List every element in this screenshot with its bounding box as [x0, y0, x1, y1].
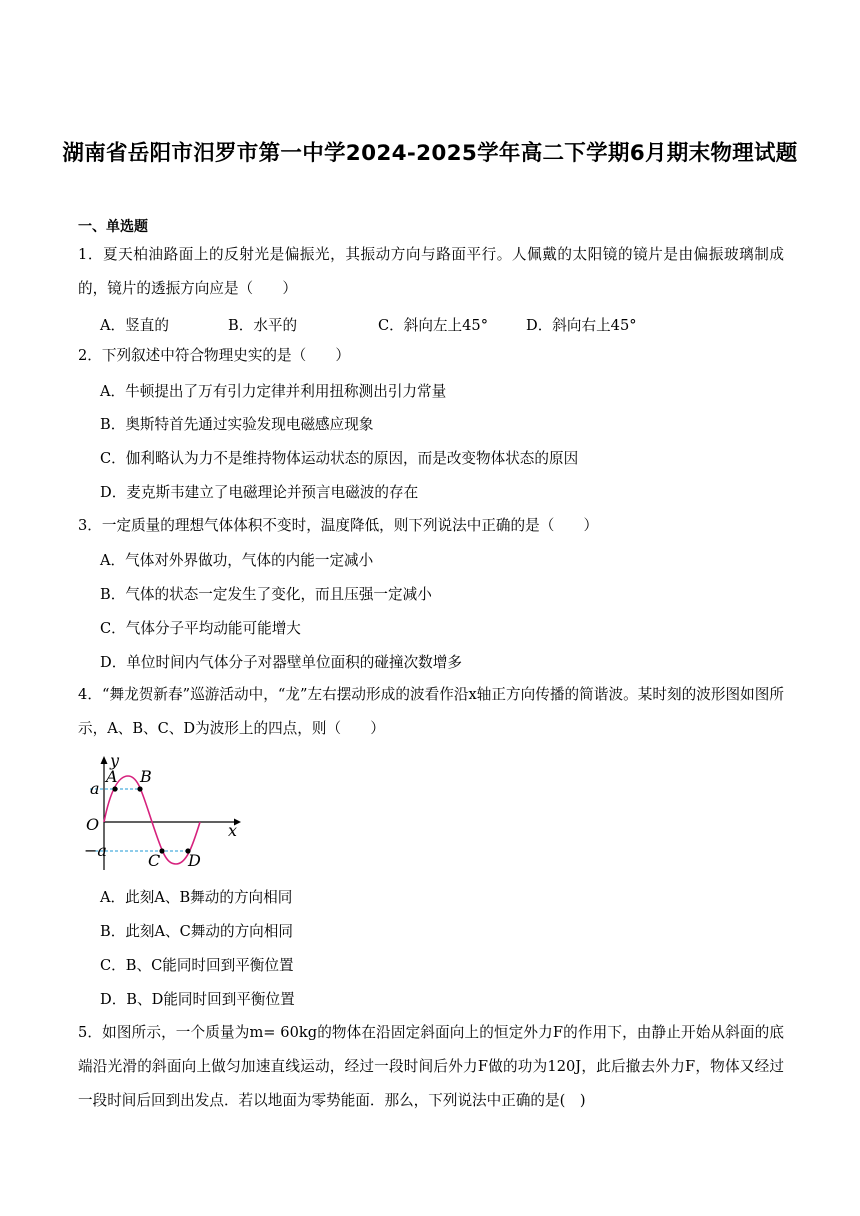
point-a	[112, 786, 117, 791]
question-2-stem: 2．下列叙述中符合物理史实的是（ ）	[78, 347, 350, 364]
y-axis-arrow-icon	[101, 756, 108, 764]
label-y: y	[110, 752, 120, 770]
question-4-option-c: C．B、C能同时回到平衡位置	[100, 957, 294, 974]
label-neg-a: −a	[84, 841, 107, 860]
question-4-stem: 4．“舞龙贺新春”巡游活动中，“龙”左右摆动形成的波看作沿x轴正方向传播的简谐波。某时刻的波形图如图所示，A、B、C、D为波形上的四点，则（ ）	[78, 686, 784, 737]
point-b	[137, 786, 142, 791]
question-1-option-c: C．斜向左上45°	[378, 317, 489, 334]
question-4-option-a: A．此刻A、B舞动的方向相同	[100, 889, 293, 906]
question-3-option-b: B．气体的状态一定发生了变化，而且压强一定减小	[100, 586, 432, 603]
label-A: A	[106, 767, 118, 786]
section-heading: 一、单选题	[78, 219, 148, 235]
question-4-option-b: B．此刻A、C舞动的方向相同	[100, 923, 293, 940]
question-4-option-d: D．B、D能同时回到平衡位置	[100, 991, 295, 1008]
question-1-stem: 1．夏天柏油路面上的反射光是偏振光，其振动方向与路面平行。人佩戴的太阳镜的镜片是由偏振玻璃制成的，镜片的透振方向应是（ ）	[78, 246, 784, 297]
question-3-option-d: D．单位时间内气体分子对器壁单位面积的碰撞次数增多	[100, 654, 462, 671]
question-2-option-a: A．牛顿提出了万有引力定律并利用扭称测出引力常量	[100, 383, 447, 400]
page-title: 湖南省岳阳市汨罗市第一中学2024-2025学年高二下学期6月期末物理试题	[62, 141, 798, 166]
label-origin: O	[86, 815, 100, 834]
question-3-option-a: A．气体对外界做功，气体的内能一定减小	[100, 552, 374, 569]
label-a: a	[90, 779, 100, 798]
question-2-option-b: B．奥斯特首先通过实验发现电磁感应现象	[100, 416, 374, 433]
question-3-stem: 3．一定质量的理想气体体积不变时，温度降低，则下列说法中正确的是（ ）	[78, 517, 599, 534]
question-1-options	[100, 314, 700, 336]
wave-graph	[84, 752, 244, 872]
wave-figure	[84, 752, 244, 872]
label-C: C	[148, 851, 161, 870]
question-1-option-b: B．水平的	[228, 317, 298, 334]
question-2-option-d: D．麦克斯韦建立了电磁理论并预言电磁波的存在	[100, 484, 419, 501]
label-x: x	[228, 821, 238, 840]
question-1-option-d: D．斜向右上45°	[526, 317, 637, 334]
label-D: D	[188, 851, 201, 870]
question-3-option-c: C．气体分子平均动能可能增大	[100, 620, 301, 637]
question-5-stem: 5．如图所示，一个质量为m= 60kg的物体在沿固定斜面向上的恒定外力F的作用下，由静止开始从斜面的底端沿光滑的斜面向上做匀加速直线运动，经过一段时间后外力F做的功为120J，此后撤去外力F，物体又经过一段时间后回到出发点．若以地面为零势能面．那么，下列说法中正确的是( )	[78, 1024, 784, 1109]
question-1-option-a: A．竖直的	[100, 317, 169, 334]
question-2-option-c: C．伽利略认为力不是维持物体运动状态的原因，而是改变物体状态的原因	[100, 450, 579, 467]
label-B: B	[140, 767, 152, 786]
